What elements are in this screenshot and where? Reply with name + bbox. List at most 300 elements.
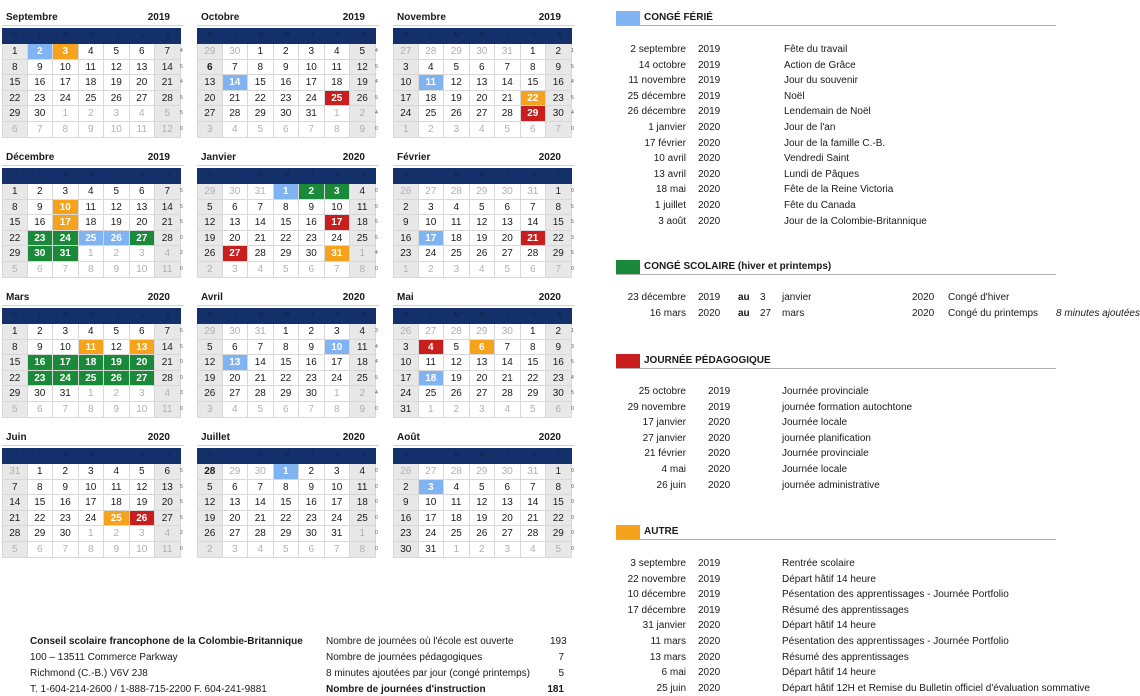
day-cell: 6 [197,60,223,76]
day-cell: 3 [470,402,496,418]
day-cell: 28 [248,246,274,262]
weekday-header [393,168,572,184]
week-row [197,480,379,496]
week-row [197,526,379,542]
weekday-label: J [506,312,510,319]
day-cell: 7 [325,262,351,278]
day-cell: 2 [419,122,445,138]
day-cell: 9 [28,340,54,356]
day-cell: 12 [197,495,223,511]
day-cell: 5 [274,542,300,558]
day-cell: 2 [197,542,223,558]
week-row [197,91,379,107]
weekday-label: M [63,32,69,39]
day-cell: 4 [444,480,470,496]
day-cell: 6 [470,340,496,356]
legend-cell: 25 octobre [638,386,686,397]
day-cell: 23 [299,511,325,527]
day-cell: 20 [223,371,249,387]
day-cell: 27 [130,231,156,247]
weekday-label: S [165,452,171,459]
weekday-label: L [429,312,434,319]
day-cell: 22 [2,91,28,107]
month-header [197,290,379,306]
day-cell: 29 [470,184,496,200]
stat-label-total: Nombre de journées d'instruction [326,684,486,695]
day-cell: 31 [521,184,547,200]
week-count: 0 [571,468,574,474]
day-cell: 17 [53,75,79,91]
day-cell: 1 [79,526,105,542]
weekday-header [197,308,376,324]
day-cell: 8 [521,340,547,356]
day-cell: 18 [104,495,130,511]
week-row [2,262,184,278]
weekday-label: D [207,32,213,39]
day-cell: 31 [419,542,445,558]
day-cell: 29 [444,44,470,60]
day-cell: 5 [546,542,572,558]
week-row [393,324,575,340]
day-cell: 4 [155,526,181,542]
day-cell: 14 [248,215,274,231]
day-cell: 22 [248,91,274,107]
day-cell: 9 [104,262,130,278]
day-cell: 24 [53,231,79,247]
legend-cell: 2020 [708,417,731,429]
month-header [393,10,575,26]
day-cell: 6 [130,44,156,60]
week-row [393,75,575,91]
day-cell: 17 [79,495,105,511]
weekday-label: J [506,172,510,179]
day-cell: 24 [79,511,105,527]
week-count: 0 [375,406,378,412]
day-cell: 25 [350,371,376,387]
day-cell: 27 [223,526,249,542]
legend-cell: journée planification [782,432,871,444]
day-cell: 21 [2,511,28,527]
day-cell: 11 [79,200,105,216]
day-cell: 27 [470,106,496,122]
day-cell: 15 [274,215,300,231]
week-row [2,106,184,122]
day-cell: 5 [495,122,521,138]
legend-cell: Départ hâtif 14 heure [782,620,876,632]
legend-title: CONGÉ SCOLAIRE (hiver et printemps) [644,261,832,272]
day-cell: 6 [223,340,249,356]
day-cell: 8 [325,402,351,418]
day-cell: 25 [104,511,130,527]
week-count: 4 [571,374,574,381]
day-cell: 31 [325,526,351,542]
month-janvier [197,150,379,278]
day-cell: 3 [223,542,249,558]
legend-cell: 2020 [708,479,731,491]
day-cell: 19 [197,231,223,247]
day-cell: 3 [419,200,445,216]
week-count: 1 [571,48,574,54]
day-cell: 24 [419,246,445,262]
day-cell: 10 [130,402,156,418]
day-cell: 16 [28,215,54,231]
weekday-label: S [556,452,562,459]
day-cell: 27 [155,511,181,527]
month-septembre [2,10,184,138]
day-cell: 19 [104,75,130,91]
day-cell: 17 [393,371,419,387]
day-cell: 24 [325,511,351,527]
day-cell: 6 [223,480,249,496]
day-cell: 16 [28,355,54,371]
legend-cell: Lendemain de Noël [784,106,871,118]
day-cell: 27 [130,371,156,387]
day-cell: 12 [130,480,156,496]
day-cell: 2 [393,480,419,496]
day-cell: 27 [495,526,521,542]
day-cell: 23 [393,246,419,262]
legend-cell: 27 janvier [642,432,686,444]
day-cell: 9 [28,200,54,216]
day-cell: 28 [444,184,470,200]
legend-cell: 2019 [698,90,721,102]
day-cell: 4 [470,122,496,138]
day-cell: 19 [197,371,223,387]
weekday-label: J [310,172,314,179]
week-count: 5 [571,203,574,210]
day-cell: 15 [521,75,547,91]
legend-header [616,259,1056,275]
day-cell: 10 [325,340,351,356]
day-cell: 17 [325,355,351,371]
legend-cell: Congé d'hiver [948,292,1010,303]
legend-cell: Noël [784,90,805,102]
weekday-label: D [403,312,409,319]
day-cell: 19 [444,91,470,107]
day-cell: 5 [248,122,274,138]
weekday-label: D [207,452,213,459]
day-cell: 23 [299,231,325,247]
month-name: Mai [397,292,414,303]
month-juillet [197,430,379,558]
day-cell: 16 [299,355,325,371]
weekday-label: L [38,172,43,179]
day-cell: 8 [2,60,28,76]
day-cell: 8 [546,200,572,216]
week-row [393,511,575,527]
day-cell: 28 [248,386,274,402]
day-cell: 4 [444,200,470,216]
day-cell: 27 [223,246,249,262]
legend-cell: 2020 [698,137,721,149]
week-count: 0 [375,546,378,552]
day-cell: 5 [197,340,223,356]
day-cell: 22 [546,511,572,527]
day-cell: 31 [248,324,274,340]
day-cell: 4 [248,542,274,558]
month-mai [393,290,575,418]
day-cell: 23 [546,371,572,387]
day-cell: 3 [197,402,223,418]
week-count: 0 [375,188,378,194]
legend-scolaire [616,259,1056,275]
day-cell: 19 [444,371,470,387]
week-count: 5 [571,219,574,226]
legend-cell: 2020 [698,620,721,632]
day-cell: 29 [28,526,54,542]
day-cell: 4 [419,60,445,76]
weekday-label: S [165,172,171,179]
month-year: 2019 [538,12,561,23]
weekday-label: V [335,452,341,459]
day-cell: 11 [155,262,181,278]
day-cell: 13 [223,495,249,511]
month-header [393,290,575,306]
day-cell: 10 [79,480,105,496]
day-cell: 4 [223,122,249,138]
day-cell: 8 [325,122,351,138]
month-name: Septembre [6,12,58,23]
week-row [2,75,184,91]
legend-swatch [616,11,640,25]
day-cell: 30 [299,246,325,262]
day-cell: 1 [419,402,445,418]
day-cell: 13 [495,215,521,231]
day-cell: 7 [495,340,521,356]
day-cell: 1 [350,526,376,542]
month-year: 2020 [147,292,170,303]
month-name: Octobre [201,12,240,23]
day-cell: 6 [2,122,28,138]
day-cell: 16 [274,75,300,91]
day-cell: 19 [104,355,130,371]
day-cell: 12 [104,200,130,216]
day-cell: 22 [28,511,54,527]
day-cell: 23 [28,231,54,247]
day-cell: 26 [470,526,496,542]
day-cell: 6 [28,402,54,418]
weekday-label: L [429,172,434,179]
weekday-label: M [88,172,95,179]
week-count: 0 [180,126,183,132]
weekday-label: M [283,172,290,179]
day-cell: 9 [350,122,376,138]
weekday-label: S [165,32,171,39]
week-row [2,480,184,496]
week-row [393,184,575,200]
day-cell: 29 [546,526,572,542]
month-février [393,150,575,278]
week-row [2,340,184,356]
weekday-label: L [38,312,43,319]
month-year: 2020 [342,292,365,303]
day-cell: 11 [79,60,105,76]
day-cell: 31 [2,464,28,480]
month-name: Août [397,432,420,443]
day-cell: 15 [2,215,28,231]
weekday-label: D [403,172,409,179]
weekday-label: V [140,32,146,39]
day-cell: 1 [444,542,470,558]
month-juin [2,430,184,558]
day-cell: 14 [248,495,274,511]
weekday-label: M [63,452,69,459]
legend-cell: 2020 [698,667,721,679]
week-count: 0 [571,530,574,537]
legend-cell: 3 août [658,215,686,227]
week-row [2,324,184,340]
day-cell: 16 [546,75,572,91]
day-cell: 14 [495,355,521,371]
week-row [197,106,379,122]
day-cell: 21 [155,215,181,231]
week-count: 0 [180,359,183,366]
week-count: 4 [375,48,378,54]
day-cell: 7 [325,542,351,558]
day-cell: 30 [223,184,249,200]
day-cell: 23 [393,526,419,542]
week-count: 5 [180,499,183,506]
day-cell: 26 [104,371,130,387]
legend-cell: 23 décembre [627,292,686,303]
week-count: 4 [375,390,378,397]
weekday-header [2,168,181,184]
day-cell: 29 [197,324,223,340]
legend-cell: 2019 [698,589,721,601]
day-cell: 12 [197,215,223,231]
week-row [197,200,379,216]
day-cell: 3 [393,340,419,356]
month-days [197,324,379,418]
week-count: 3 [571,234,574,241]
week-row [197,371,379,387]
day-cell: 1 [274,324,300,340]
week-count: 4 [375,359,378,366]
day-cell: 8 [274,200,300,216]
legend-cell: 2019 [698,59,721,71]
day-cell: 29 [2,246,28,262]
day-cell: 13 [155,480,181,496]
day-cell: 25 [79,371,105,387]
month-header [2,290,184,306]
week-row [2,386,184,402]
day-cell: 11 [79,340,105,356]
week-count: 0 [571,188,574,194]
legend-cell: Jour du souvenir [784,75,858,87]
week-row [197,215,379,231]
week-count: 4 [571,79,574,86]
day-cell: 5 [197,480,223,496]
day-cell: 3 [53,324,79,340]
week-row [393,464,575,480]
day-cell: 31 [521,464,547,480]
legend-title: CONGÉ FÉRIÉ [644,12,713,23]
day-cell: 19 [130,495,156,511]
week-count: 5 [571,94,574,101]
day-cell: 10 [104,122,130,138]
day-cell: 7 [53,402,79,418]
day-cell: 16 [393,231,419,247]
day-cell: 28 [495,106,521,122]
day-cell: 23 [28,91,54,107]
day-cell: 13 [470,355,496,371]
week-row [197,542,379,558]
day-cell: 1 [2,44,28,60]
day-cell: 13 [495,495,521,511]
day-cell: 20 [223,511,249,527]
day-cell: 2 [104,526,130,542]
day-cell: 28 [155,371,181,387]
weekday-header [197,448,376,464]
week-count: 0 [375,514,378,521]
day-cell: 8 [248,60,274,76]
day-cell: 27 [393,44,419,60]
day-cell: 25 [444,246,470,262]
week-count: 0 [571,546,574,552]
day-cell: 29 [470,324,496,340]
week-count: 3 [571,343,574,350]
day-cell: 17 [53,215,79,231]
day-cell: 31 [53,386,79,402]
day-cell: 30 [28,246,54,262]
weekday-label: L [38,452,43,459]
day-cell: 3 [130,386,156,402]
week-row [393,355,575,371]
day-cell: 26 [197,246,223,262]
day-cell: 9 [299,200,325,216]
legend-cell: 11 novembre [628,75,686,87]
day-cell: 4 [350,184,376,200]
day-cell: 28 [419,44,445,60]
day-cell: 13 [470,75,496,91]
day-cell: 27 [130,91,156,107]
day-cell: 5 [104,44,130,60]
week-row [197,60,379,76]
day-cell: 27 [470,386,496,402]
day-cell: 10 [53,340,79,356]
day-cell: 19 [470,511,496,527]
weekday-label: S [360,312,366,319]
stat-label: Nombre de journées où l'école est ouverte [326,636,514,647]
legend-cell: Journée provinciale [782,386,869,397]
day-cell: 30 [248,464,274,480]
weekday-label: D [207,312,213,319]
day-cell: 5 [444,340,470,356]
day-cell: 8 [274,480,300,496]
day-cell: 15 [2,75,28,91]
weekday-label: L [38,32,43,39]
day-cell: 21 [155,355,181,371]
week-count: 3 [180,390,183,397]
day-cell: 3 [444,122,470,138]
weekday-label: J [115,32,119,39]
weekday-label: J [506,452,510,459]
day-cell: 6 [28,542,54,558]
day-cell: 27 [419,464,445,480]
month-header [393,150,575,166]
day-cell: 5 [248,402,274,418]
day-cell: 22 [521,371,547,387]
day-cell: 13 [223,215,249,231]
week-row [393,60,575,76]
day-cell: 6 [546,402,572,418]
day-cell: 12 [104,60,130,76]
day-cell: 10 [393,75,419,91]
day-cell: 13 [130,340,156,356]
month-year: 2019 [147,152,170,163]
day-cell: 10 [53,200,79,216]
week-row [2,184,184,200]
